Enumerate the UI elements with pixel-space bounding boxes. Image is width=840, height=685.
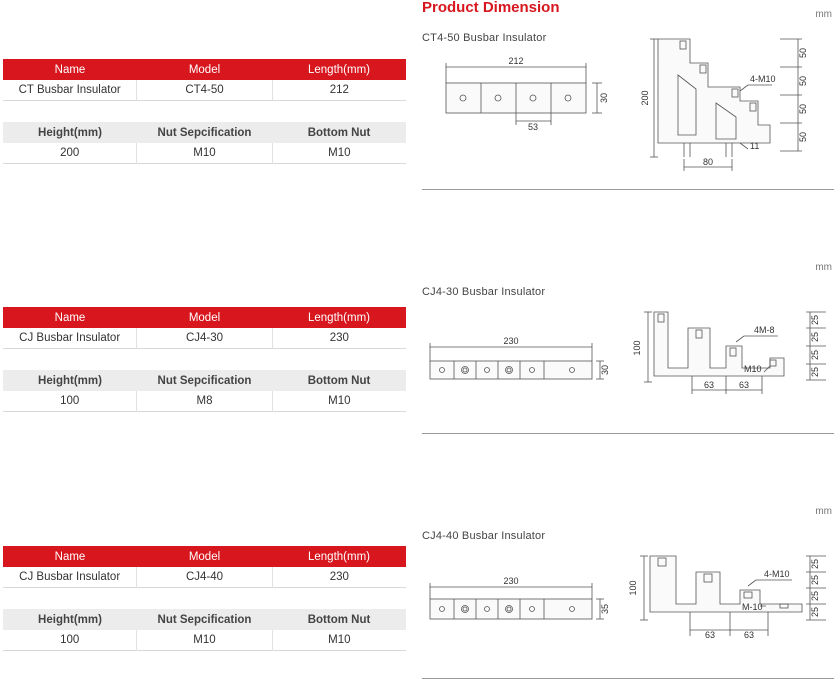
col-model: Model xyxy=(188,550,221,563)
drawing-label-ct4-50: CT4-50 Busbar Insulator xyxy=(422,32,547,44)
dim-bottom-nut: M10 xyxy=(744,364,762,374)
cell-name: CJ Busbar Insulator xyxy=(3,328,136,349)
dim-pitch-1: 63 xyxy=(703,380,715,390)
side-view-cj4-40 xyxy=(630,550,830,640)
dim-nut-spec: 4M-8 xyxy=(754,325,775,335)
front-view-ct4-50 xyxy=(440,55,620,130)
dim-step-1: 25 xyxy=(810,314,820,326)
dim-height: 30 xyxy=(600,364,610,376)
cell-height: 100 xyxy=(3,391,136,412)
cell-nut: M8 xyxy=(136,391,272,412)
col-bottom-nut: Bottom Nut xyxy=(307,126,371,139)
spec-table-ct4-50 xyxy=(3,59,406,164)
cell-length: 230 xyxy=(273,328,406,349)
col-nut: Nut Sepcification xyxy=(157,374,252,387)
col-name: Name xyxy=(54,550,86,563)
dim-height: 30 xyxy=(599,92,609,104)
table-row xyxy=(3,391,406,412)
cell-nut: M10 xyxy=(136,143,272,164)
spec-table-cj4-40 xyxy=(3,546,406,651)
col-height: Height(mm) xyxy=(38,374,102,387)
dim-length: 212 xyxy=(508,56,524,66)
unit-label-1: mm xyxy=(815,9,832,20)
col-name: Name xyxy=(54,311,86,324)
table-header-row xyxy=(3,307,406,328)
table-header-row-2 xyxy=(3,370,406,391)
front-view-cj4-30 xyxy=(424,333,614,388)
divider-3 xyxy=(422,678,834,679)
cell-length: 212 xyxy=(273,80,406,101)
cell-model: CJ4-40 xyxy=(136,567,272,588)
dim-step-4: 25 xyxy=(810,606,820,618)
dim-side-height: 100 xyxy=(628,580,638,596)
table-header-row-2 xyxy=(3,609,406,630)
dim-pitch-2: 63 xyxy=(738,380,750,390)
side-view-cj4-30 xyxy=(630,308,830,396)
table-header-row-2 xyxy=(3,122,406,143)
cell-height: 200 xyxy=(3,143,136,164)
cell-height: 100 xyxy=(3,630,136,651)
cell-bottom-nut: M10 xyxy=(273,143,406,164)
dim-side-height: 100 xyxy=(632,340,642,356)
col-length: Length(mm) xyxy=(308,63,370,76)
drawing-label-cj4-40: CJ4-40 Busbar Insulator xyxy=(422,530,546,542)
dim-height: 35 xyxy=(600,603,610,615)
dim-step-1: 50 xyxy=(798,47,808,59)
dim-offset: 11 xyxy=(750,141,760,151)
dim-step-4: 50 xyxy=(798,131,808,143)
dim-side-height: 200 xyxy=(640,90,650,106)
dim-length: 230 xyxy=(503,576,519,586)
col-model: Model xyxy=(188,311,221,324)
col-bottom-nut: Bottom Nut xyxy=(307,374,371,387)
dim-pitch: 53 xyxy=(527,122,539,132)
table-row xyxy=(3,328,406,349)
cell-model: CT4-50 xyxy=(136,80,272,101)
dim-nut-spec: 4-M10 xyxy=(764,569,790,579)
table-header-row xyxy=(3,59,406,80)
dim-pitch-2: 63 xyxy=(743,630,755,640)
table-row xyxy=(3,143,406,164)
dim-nut-spec: 4-M10 xyxy=(750,74,776,84)
dim-step-2: 25 xyxy=(810,574,820,586)
dim-base: 80 xyxy=(702,157,714,167)
table-header-row xyxy=(3,546,406,567)
unit-label-3: mm xyxy=(815,506,832,517)
col-length: Length(mm) xyxy=(308,311,370,324)
dim-step-2: 25 xyxy=(810,331,820,343)
dim-length: 230 xyxy=(503,336,519,346)
col-name: Name xyxy=(54,63,86,76)
col-height: Height(mm) xyxy=(38,126,102,139)
unit-label-2: mm xyxy=(815,262,832,273)
cell-nut: M10 xyxy=(136,630,272,651)
col-model: Model xyxy=(188,63,221,76)
col-nut: Nut Sepcification xyxy=(157,126,252,139)
table-row xyxy=(3,630,406,651)
dim-step-2: 50 xyxy=(798,75,808,87)
cell-bottom-nut: M10 xyxy=(273,391,406,412)
table-row xyxy=(3,80,406,101)
cell-model: CJ4-30 xyxy=(136,328,272,349)
col-length: Length(mm) xyxy=(308,550,370,563)
dim-step-1: 25 xyxy=(810,558,820,570)
cell-name: CJ Busbar Insulator xyxy=(3,567,136,588)
divider-1 xyxy=(422,189,834,190)
dim-bottom-nut: M-10 xyxy=(742,602,763,612)
dim-step-3: 50 xyxy=(798,103,808,115)
col-nut: Nut Sepcification xyxy=(157,613,252,626)
dim-pitch-1: 63 xyxy=(704,630,716,640)
spec-table-cj4-30 xyxy=(3,307,406,412)
drawing-label-cj4-30: CJ4-30 Busbar Insulator xyxy=(422,286,546,298)
page-title: Product Dimension xyxy=(422,0,560,16)
cell-length: 230 xyxy=(273,567,406,588)
col-bottom-nut: Bottom Nut xyxy=(307,613,371,626)
side-view-ct4-50 xyxy=(640,35,815,175)
table-row xyxy=(3,567,406,588)
front-view-cj4-40 xyxy=(424,573,614,628)
col-height: Height(mm) xyxy=(38,613,102,626)
cell-name: CT Busbar Insulator xyxy=(3,80,136,101)
dim-step-3: 25 xyxy=(810,590,820,602)
dim-step-3: 25 xyxy=(810,349,820,361)
cell-bottom-nut: M10 xyxy=(273,630,406,651)
dim-step-4: 25 xyxy=(810,366,820,378)
divider-2 xyxy=(422,433,834,434)
